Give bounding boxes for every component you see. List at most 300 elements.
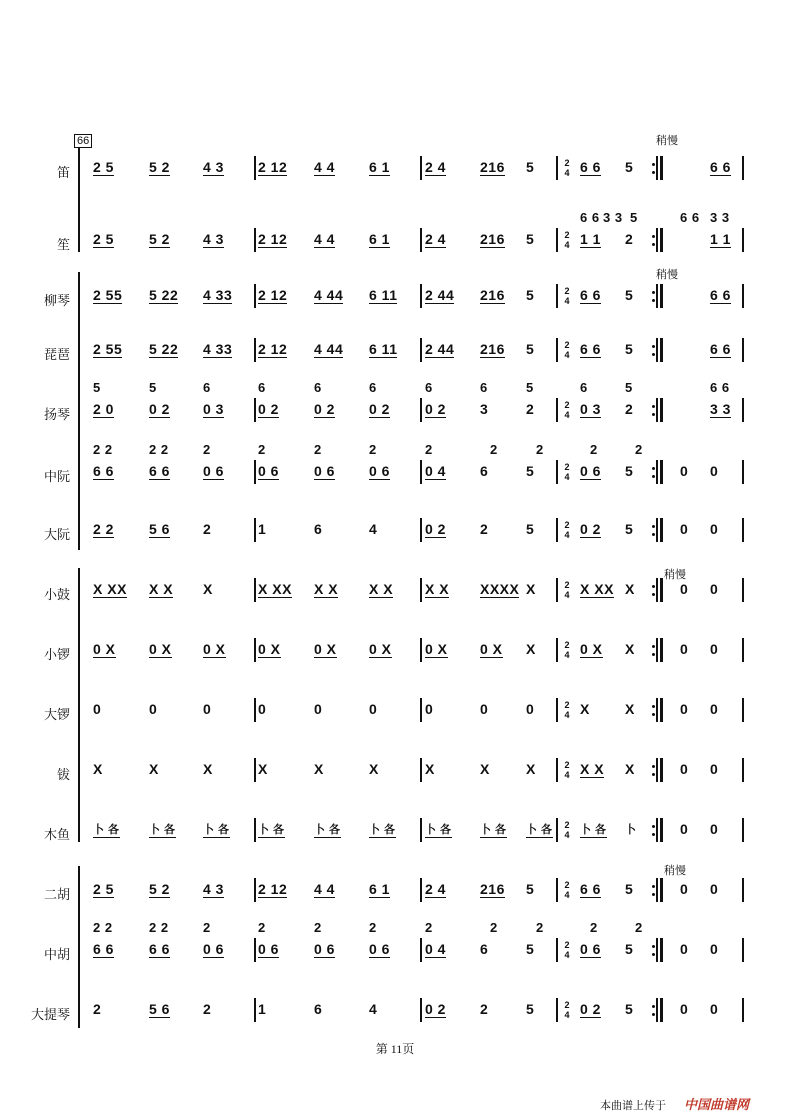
- time-signature-top: 2: [564, 230, 570, 240]
- bar-line: [254, 338, 256, 362]
- note-cell: X X: [425, 581, 450, 597]
- bar-line: [660, 878, 663, 902]
- upper-note: 3 3: [710, 210, 730, 225]
- upper-note: 6: [314, 380, 322, 395]
- note-cell: 4 33: [203, 287, 233, 303]
- repeat-dot: [652, 291, 655, 294]
- note-cell: 0: [314, 701, 323, 717]
- upper-note: 6: [580, 380, 588, 395]
- note-cell: X X: [580, 761, 605, 777]
- note-cell: 216: [480, 287, 505, 303]
- time-signature-bottom: 4: [564, 410, 570, 420]
- note-cell: 2 12: [258, 341, 288, 357]
- bar-line: [656, 398, 658, 422]
- upper-note: 5: [149, 380, 157, 395]
- repeat-dot: [652, 945, 655, 948]
- note-cell: 5 22: [149, 287, 179, 303]
- label-daruan: 大阮: [43, 527, 70, 542]
- note-cell: X: [625, 641, 635, 657]
- bar-line: [660, 938, 663, 962]
- tempo-marking: 稍慢: [664, 865, 686, 877]
- note-cell: 6 6: [149, 463, 170, 479]
- bar-line: [254, 878, 256, 902]
- note-cell: 0: [710, 581, 719, 597]
- repeat-dot: [652, 405, 655, 408]
- upper-note: 2: [258, 442, 266, 457]
- note-cell: 5 6: [149, 1001, 170, 1017]
- upper-note: 6: [425, 380, 433, 395]
- upper-note: 2: [490, 920, 498, 935]
- note-cell: 卜 各: [258, 821, 285, 838]
- bar-line: [556, 818, 558, 842]
- plucked-brace: [78, 272, 80, 550]
- note-cell: 4 3: [203, 231, 224, 247]
- bar-line: [742, 818, 744, 842]
- bar-line: [742, 878, 744, 902]
- note-cell: X: [526, 581, 536, 597]
- repeat-dot: [652, 243, 655, 246]
- bar-line: [742, 460, 744, 484]
- note-cell: 2 44: [425, 287, 455, 303]
- bar-line: [742, 284, 744, 308]
- note-cell: 0: [710, 521, 719, 537]
- upper-note: 5: [93, 380, 101, 395]
- label-zhonghu: 中胡: [43, 947, 70, 962]
- bar-line: [556, 938, 558, 962]
- repeat-dot: [652, 653, 655, 656]
- bar-line: [660, 638, 663, 662]
- label-xiaoluo: 小锣: [43, 647, 70, 662]
- note-cell: 0 X: [93, 641, 116, 657]
- note-cell: 216: [480, 881, 505, 897]
- bar-line: [660, 228, 663, 252]
- note-cell: 6 6: [93, 463, 114, 479]
- bowed-brace: [78, 866, 80, 1028]
- note-cell: 6: [314, 1001, 323, 1017]
- upper-note: 2: [258, 920, 266, 935]
- note-cell: 1 1: [710, 231, 731, 247]
- bar-line: [742, 338, 744, 362]
- note-cell: 6 1: [369, 231, 390, 247]
- time-signature-bottom: 4: [564, 830, 570, 840]
- bar-line: [660, 818, 663, 842]
- note-cell: 卜 各: [369, 821, 396, 838]
- time-signature-top: 2: [564, 760, 570, 770]
- note-cell: 4 33: [203, 341, 233, 357]
- bar-line: [420, 938, 422, 962]
- note-cell: 0 2: [425, 1001, 446, 1017]
- wind-brace: [78, 148, 80, 252]
- note-cell: 2: [526, 401, 535, 417]
- bar-line: [420, 578, 422, 602]
- note-cell: X: [625, 581, 635, 597]
- bar-line: [420, 818, 422, 842]
- tempo-marking: 稍慢: [656, 135, 678, 147]
- upper-note: 2: [536, 920, 544, 935]
- time-signature-top: 2: [564, 580, 570, 590]
- bar-line: [656, 338, 658, 362]
- repeat-dot: [652, 705, 655, 708]
- note-cell: 6 6: [149, 941, 170, 957]
- note-cell: 1: [258, 521, 267, 537]
- upper-note: 6: [203, 380, 211, 395]
- note-cell: 0: [710, 641, 719, 657]
- upper-note: 6: [369, 380, 377, 395]
- note-cell: 5: [526, 881, 535, 897]
- bar-line: [254, 228, 256, 252]
- upper-note: 2: [590, 442, 598, 457]
- note-cell: 0: [369, 701, 378, 717]
- bar-line: [420, 638, 422, 662]
- bar-line: [254, 398, 256, 422]
- label-liuqin: 柳琴: [43, 293, 70, 308]
- note-cell: 0: [93, 701, 102, 717]
- note-cell: 0: [710, 821, 719, 837]
- note-cell: 4 3: [203, 159, 224, 175]
- note-cell: 0 6: [314, 941, 335, 957]
- repeat-dot: [652, 299, 655, 302]
- upper-note: 2 2: [149, 920, 169, 935]
- bar-line: [420, 398, 422, 422]
- bar-line: [742, 698, 744, 722]
- bar-line: [254, 460, 256, 484]
- bar-line: [656, 156, 658, 180]
- repeat-dot: [652, 1013, 655, 1016]
- repeat-dot: [652, 413, 655, 416]
- label-xiaogu: 小鼓: [43, 587, 70, 602]
- bar-line: [656, 758, 658, 782]
- note-cell: 4 44: [314, 341, 344, 357]
- note-cell: 6 6: [580, 287, 601, 303]
- time-signature-top: 2: [564, 1000, 570, 1010]
- note-cell: 2 0: [93, 401, 114, 417]
- note-cell: X: [425, 761, 435, 777]
- time-signature-top: 2: [564, 286, 570, 296]
- bar-line: [420, 284, 422, 308]
- note-cell: 5: [526, 159, 535, 175]
- bar-line: [556, 338, 558, 362]
- note-cell: 6 11: [369, 341, 398, 357]
- bar-line: [742, 228, 744, 252]
- rehearsal-mark: 66: [74, 134, 92, 148]
- note-cell: 0 2: [580, 521, 601, 537]
- upper-note: 5: [630, 210, 638, 225]
- bar-line: [656, 518, 658, 542]
- upper-note: 5: [625, 380, 633, 395]
- note-cell: 5: [526, 1001, 535, 1017]
- bar-line: [742, 398, 744, 422]
- note-cell: 5: [625, 521, 634, 537]
- note-cell: 0 X: [203, 641, 226, 657]
- time-signature-top: 2: [564, 340, 570, 350]
- note-cell: 2 4: [425, 881, 446, 897]
- note-cell: 0: [710, 463, 719, 479]
- note-cell: 6 6: [710, 159, 731, 175]
- note-cell: 0: [149, 701, 158, 717]
- note-cell: 0 6: [258, 941, 279, 957]
- upper-note: 2: [590, 920, 598, 935]
- time-signature-top: 2: [564, 462, 570, 472]
- note-cell: 卜 各: [480, 821, 507, 838]
- repeat-dot: [652, 235, 655, 238]
- note-cell: 0: [710, 701, 719, 717]
- note-cell: 0 2: [314, 401, 335, 417]
- note-cell: 卜 各: [526, 821, 553, 838]
- repeat-dot: [652, 645, 655, 648]
- note-cell: X: [526, 761, 536, 777]
- tempo-marking: 稍慢: [656, 269, 678, 281]
- note-cell: 6 11: [369, 287, 398, 303]
- bar-line: [656, 638, 658, 662]
- note-cell: 2 12: [258, 881, 288, 897]
- time-signature-top: 2: [564, 940, 570, 950]
- upper-note: 6: [258, 380, 266, 395]
- note-cell: 2 12: [258, 287, 288, 303]
- note-cell: 2: [203, 1001, 212, 1017]
- bar-line: [660, 460, 663, 484]
- note-cell: 0: [710, 881, 719, 897]
- note-cell: 卜 各: [149, 821, 176, 838]
- bar-line: [656, 698, 658, 722]
- note-cell: 0: [680, 881, 689, 897]
- note-cell: 216: [480, 231, 505, 247]
- bar-line: [420, 156, 422, 180]
- upper-note: 2: [635, 442, 643, 457]
- note-cell: X: [369, 761, 379, 777]
- note-cell: 5 2: [149, 159, 170, 175]
- bar-line: [420, 518, 422, 542]
- note-cell: 6 6: [710, 341, 731, 357]
- time-signature-top: 2: [564, 700, 570, 710]
- bar-line: [556, 156, 558, 180]
- note-cell: 4 3: [203, 881, 224, 897]
- note-cell: X: [93, 761, 103, 777]
- page-number: 第 11页: [375, 1042, 415, 1056]
- bar-line: [742, 758, 744, 782]
- label-daluo: 大锣: [43, 707, 70, 722]
- upper-note: 2 2: [93, 442, 113, 457]
- upper-note: 2 2: [93, 920, 113, 935]
- repeat-dot: [652, 353, 655, 356]
- time-signature-bottom: 4: [564, 590, 570, 600]
- bar-line: [556, 638, 558, 662]
- site-logo: 中国曲谱网: [684, 1097, 750, 1112]
- repeat-dot: [652, 345, 655, 348]
- upper-note: 2: [314, 442, 322, 457]
- bar-line: [420, 698, 422, 722]
- note-cell: 6: [480, 463, 489, 479]
- note-cell: 0 X: [258, 641, 281, 657]
- note-cell: 0 X: [480, 641, 503, 657]
- note-cell: 0: [710, 941, 719, 957]
- note-cell: 5 22: [149, 341, 179, 357]
- upper-note: 6 6: [680, 210, 700, 225]
- repeat-dot: [652, 525, 655, 528]
- note-cell: X: [149, 761, 159, 777]
- bar-line: [656, 938, 658, 962]
- note-cell: 0 X: [314, 641, 337, 657]
- note-cell: 2: [625, 401, 634, 417]
- note-cell: 0 X: [580, 641, 603, 657]
- upper-note: 2: [314, 920, 322, 935]
- repeat-dot: [652, 593, 655, 596]
- time-signature-top: 2: [564, 400, 570, 410]
- note-cell: 4 4: [314, 231, 335, 247]
- bar-line: [556, 758, 558, 782]
- note-cell: 5: [625, 463, 634, 479]
- bar-line: [742, 518, 744, 542]
- note-cell: 5: [526, 287, 535, 303]
- bar-line: [656, 460, 658, 484]
- bar-line: [254, 156, 256, 180]
- time-signature-top: 2: [564, 520, 570, 530]
- note-cell: 6: [314, 521, 323, 537]
- note-cell: 216: [480, 341, 505, 357]
- time-signature-top: 2: [564, 640, 570, 650]
- bar-line: [556, 228, 558, 252]
- note-cell: 0 6: [580, 463, 601, 479]
- repeat-dot: [652, 467, 655, 470]
- note-cell: 卜 各: [314, 821, 341, 838]
- bar-line: [254, 758, 256, 782]
- note-cell: 0: [680, 641, 689, 657]
- repeat-dot: [652, 1005, 655, 1008]
- repeat-dot: [652, 893, 655, 896]
- repeat-dot: [652, 953, 655, 956]
- upper-note: 6: [480, 380, 488, 395]
- bar-line: [254, 998, 256, 1022]
- note-cell: 0 6: [258, 463, 279, 479]
- repeat-dot: [652, 163, 655, 166]
- note-cell: 卜 各: [425, 821, 452, 838]
- note-cell: 1 1: [580, 231, 601, 247]
- note-cell: 0 6: [203, 941, 224, 957]
- note-cell: 0 6: [369, 463, 390, 479]
- repeat-dot: [652, 171, 655, 174]
- repeat-dot: [652, 533, 655, 536]
- note-cell: 2 55: [93, 341, 123, 357]
- note-cell: X XX: [580, 581, 614, 597]
- note-cell: 0 3: [203, 401, 224, 417]
- upper-note: 6 6: [710, 380, 730, 395]
- note-cell: 2: [480, 1001, 489, 1017]
- bar-line: [556, 698, 558, 722]
- bar-line: [656, 578, 658, 602]
- upper-note: 2: [203, 920, 211, 935]
- note-cell: 0 6: [369, 941, 390, 957]
- upper-note: 6 6: [580, 210, 600, 225]
- upper-note: 3 3: [603, 210, 623, 225]
- bar-line: [660, 518, 663, 542]
- repeat-dot: [652, 475, 655, 478]
- note-cell: 5: [625, 1001, 634, 1017]
- note-cell: 6 6: [580, 159, 601, 175]
- note-cell: 1: [258, 1001, 267, 1017]
- note-cell: 5: [526, 463, 535, 479]
- bar-line: [254, 698, 256, 722]
- time-signature-top: 2: [564, 880, 570, 890]
- note-cell: 2 4: [425, 159, 446, 175]
- note-cell: 2 12: [258, 231, 288, 247]
- bar-line: [742, 938, 744, 962]
- note-cell: 4 4: [314, 881, 335, 897]
- note-cell: 6: [480, 941, 489, 957]
- note-cell: X: [203, 581, 213, 597]
- time-signature-top: 2: [564, 158, 570, 168]
- note-cell: 0: [425, 701, 434, 717]
- note-cell: 5: [526, 341, 535, 357]
- bar-line: [556, 460, 558, 484]
- time-signature-bottom: 4: [564, 240, 570, 250]
- note-cell: 0 6: [314, 463, 335, 479]
- note-cell: 3: [480, 401, 489, 417]
- note-cell: 0: [680, 581, 689, 597]
- time-signature-bottom: 4: [564, 710, 570, 720]
- note-cell: 5: [625, 881, 634, 897]
- time-signature-bottom: 4: [564, 350, 570, 360]
- bar-line: [660, 698, 663, 722]
- note-cell: 0: [680, 463, 689, 479]
- note-cell: 0 X: [425, 641, 448, 657]
- note-cell: 0: [203, 701, 212, 717]
- bar-line: [254, 578, 256, 602]
- upper-note: 2: [369, 920, 377, 935]
- note-cell: 5: [625, 287, 634, 303]
- upper-note: 2: [369, 442, 377, 457]
- upper-note: 2: [536, 442, 544, 457]
- note-cell: 0: [680, 1001, 689, 1017]
- repeat-dot: [652, 585, 655, 588]
- bar-line: [742, 998, 744, 1022]
- repeat-dot: [652, 885, 655, 888]
- note-cell: 0 4: [425, 941, 446, 957]
- note-cell: 6 6: [580, 341, 601, 357]
- time-signature-bottom: 4: [564, 296, 570, 306]
- note-cell: 4: [369, 521, 378, 537]
- note-cell: 5 2: [149, 881, 170, 897]
- bar-line: [254, 284, 256, 308]
- note-cell: X: [625, 761, 635, 777]
- note-cell: XXXX: [480, 581, 520, 597]
- note-cell: 卜 各: [580, 821, 607, 838]
- note-cell: 6 1: [369, 159, 390, 175]
- repeat-dot: [652, 713, 655, 716]
- bar-line: [656, 818, 658, 842]
- note-cell: 0 2: [149, 401, 170, 417]
- time-signature-bottom: 4: [564, 1010, 570, 1020]
- note-cell: 6 1: [369, 881, 390, 897]
- note-cell: 0 4: [425, 463, 446, 479]
- bar-line: [254, 638, 256, 662]
- label-bo: 钹: [56, 767, 70, 782]
- bar-line: [556, 578, 558, 602]
- bar-line: [556, 518, 558, 542]
- note-cell: 0: [480, 701, 489, 717]
- time-signature-bottom: 4: [564, 650, 570, 660]
- note-cell: 6 6: [580, 881, 601, 897]
- upper-note: 2 2: [149, 442, 169, 457]
- note-cell: 2 5: [93, 881, 114, 897]
- time-signature-bottom: 4: [564, 530, 570, 540]
- bar-line: [254, 818, 256, 842]
- bar-line: [254, 518, 256, 542]
- bar-line: [656, 228, 658, 252]
- bar-line: [420, 878, 422, 902]
- note-cell: 0: [526, 701, 535, 717]
- time-signature-top: 2: [564, 820, 570, 830]
- repeat-dot: [652, 773, 655, 776]
- note-cell: 3 3: [710, 401, 731, 417]
